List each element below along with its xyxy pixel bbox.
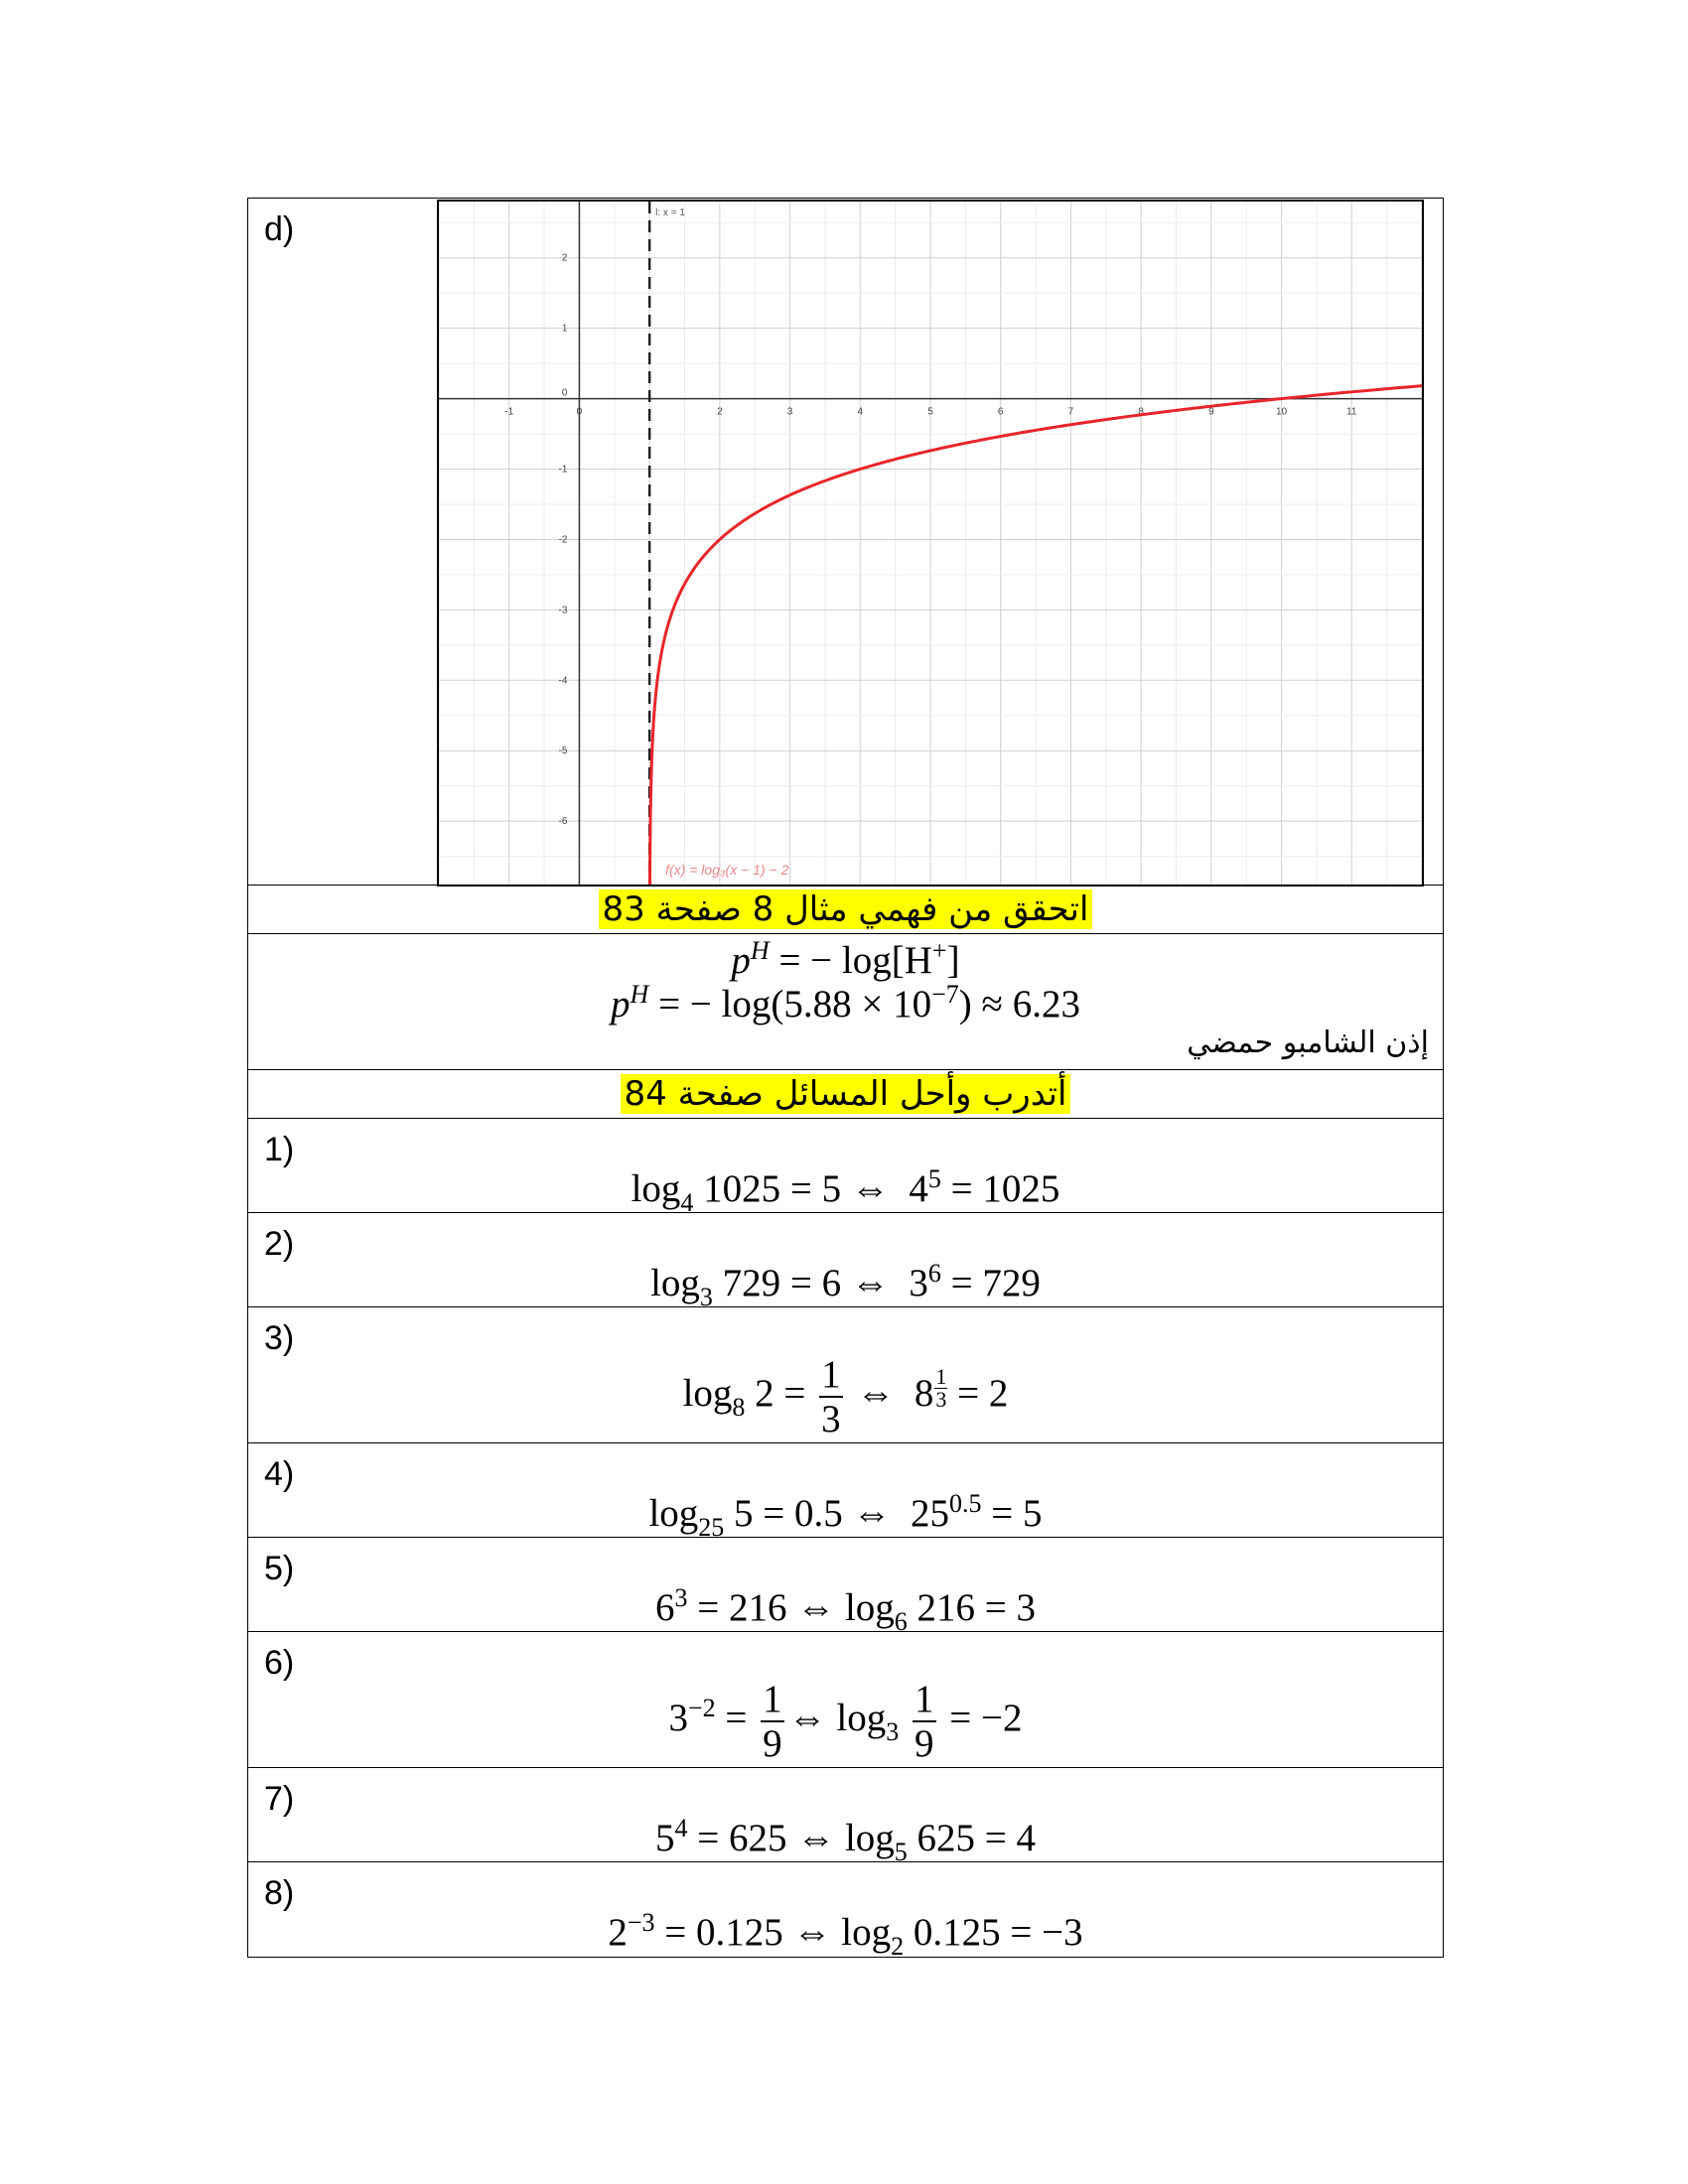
item-label: 7) — [264, 1780, 295, 1818]
asymptote-label: l: x = 1 — [655, 207, 685, 218]
item-label: 1) — [264, 1131, 295, 1168]
row-label: d) — [264, 210, 295, 248]
practice-item-2 — [248, 1213, 1443, 1311]
practice-item-3 — [248, 1307, 1443, 1443]
equation: $2^{-3} = 0.125$ ⇔ $\log_2 0.125 = -3$ — [608, 1908, 1083, 1961]
x-tick-label: 10 — [1276, 406, 1288, 418]
y-tick-label: 0 — [561, 387, 568, 399]
item-label: 4) — [264, 1455, 295, 1493]
x-tick-label: 2 — [717, 406, 723, 418]
item-label: 6) — [264, 1644, 295, 1682]
practice-item-6 — [248, 1632, 1443, 1768]
equation: $5^4 = 625$ ⇔ $\log_5 625 = 4$ — [654, 1814, 1037, 1866]
equation: $\log_3 729 = 6$ ⇔ $3^6 = 729$ — [650, 1259, 1041, 1311]
x-tick-label: 5 — [927, 406, 933, 418]
x-tick-label: 0 — [576, 406, 583, 418]
ph-formula: $p^H$ = − log[H+] — [731, 936, 960, 982]
equation: $\log_4 1025 = 5$ ⇔ $4^5 = 1025$ — [631, 1164, 1060, 1217]
practice-item-4 — [248, 1443, 1443, 1542]
equation: $\log_8 2$ = $\frac{1}{3}$ ⇔ 8 $\frac{1}{3}$ = 2 — [682, 1353, 1009, 1440]
y-tick-label: -6 — [558, 816, 568, 828]
practice-item-7 — [248, 1768, 1443, 1866]
x-tick-label: 11 — [1346, 406, 1357, 418]
y-tick-label: -2 — [558, 534, 568, 546]
item-label: 2) — [264, 1225, 295, 1263]
log-function-graph — [437, 200, 1424, 887]
practice-item-5 — [248, 1538, 1443, 1636]
check-understanding-heading: اتحقق من فهمي مثال 8 صفحة 83 — [599, 889, 1093, 929]
item-label: 8) — [264, 1874, 295, 1912]
row-check-heading — [248, 886, 1443, 934]
practice-heading: أتدرب وأحل المسائل صفحة 84 — [621, 1074, 1071, 1114]
row-ph-solution — [248, 934, 1443, 1070]
x-tick-label: 6 — [997, 406, 1004, 418]
y-tick-label: -4 — [558, 675, 568, 687]
x-tick-label: 8 — [1138, 406, 1144, 418]
practice-item-1 — [248, 1119, 1443, 1217]
x-tick-label: -1 — [504, 406, 514, 418]
function-label: f(x) = log₃(x − 1) − 2 — [665, 862, 789, 878]
equation: $6^3 = 216$ ⇔ $\log_6 216 = 3$ — [654, 1583, 1037, 1636]
y-tick-label: -3 — [558, 605, 568, 616]
x-tick-label: 3 — [786, 406, 793, 418]
item-label: 5) — [264, 1550, 295, 1587]
y-tick-label: -5 — [558, 746, 568, 757]
x-tick-label: 9 — [1208, 406, 1214, 418]
x-tick-label: 7 — [1067, 406, 1074, 418]
x-tick-label: 4 — [857, 406, 864, 418]
row-practice-heading — [248, 1070, 1443, 1119]
practice-item-8 — [248, 1862, 1443, 1961]
item-label: 3) — [264, 1319, 295, 1357]
row-part-d — [248, 199, 1443, 886]
y-tick-label: -1 — [558, 464, 568, 476]
equation: $\log_{25} 5 = 0.5$ ⇔ $25^{0.5} = 5$ — [648, 1489, 1043, 1542]
conclusion-text: إذن الشامبو حمضي — [1187, 1025, 1429, 1060]
worksheet-table — [247, 198, 1444, 1961]
equation: $3^{-2}$ = $\frac{1}{9}$ ⇔ $\log_3$ $\frac{1}{9}$ = −2 — [668, 1678, 1023, 1765]
y-tick-label: 2 — [561, 252, 568, 264]
y-tick-label: 1 — [561, 323, 568, 335]
ph-calculation: $p^H$ = − $\log(5.88 \times 10^{-7}) \approx 6.23$ — [611, 980, 1080, 1025]
